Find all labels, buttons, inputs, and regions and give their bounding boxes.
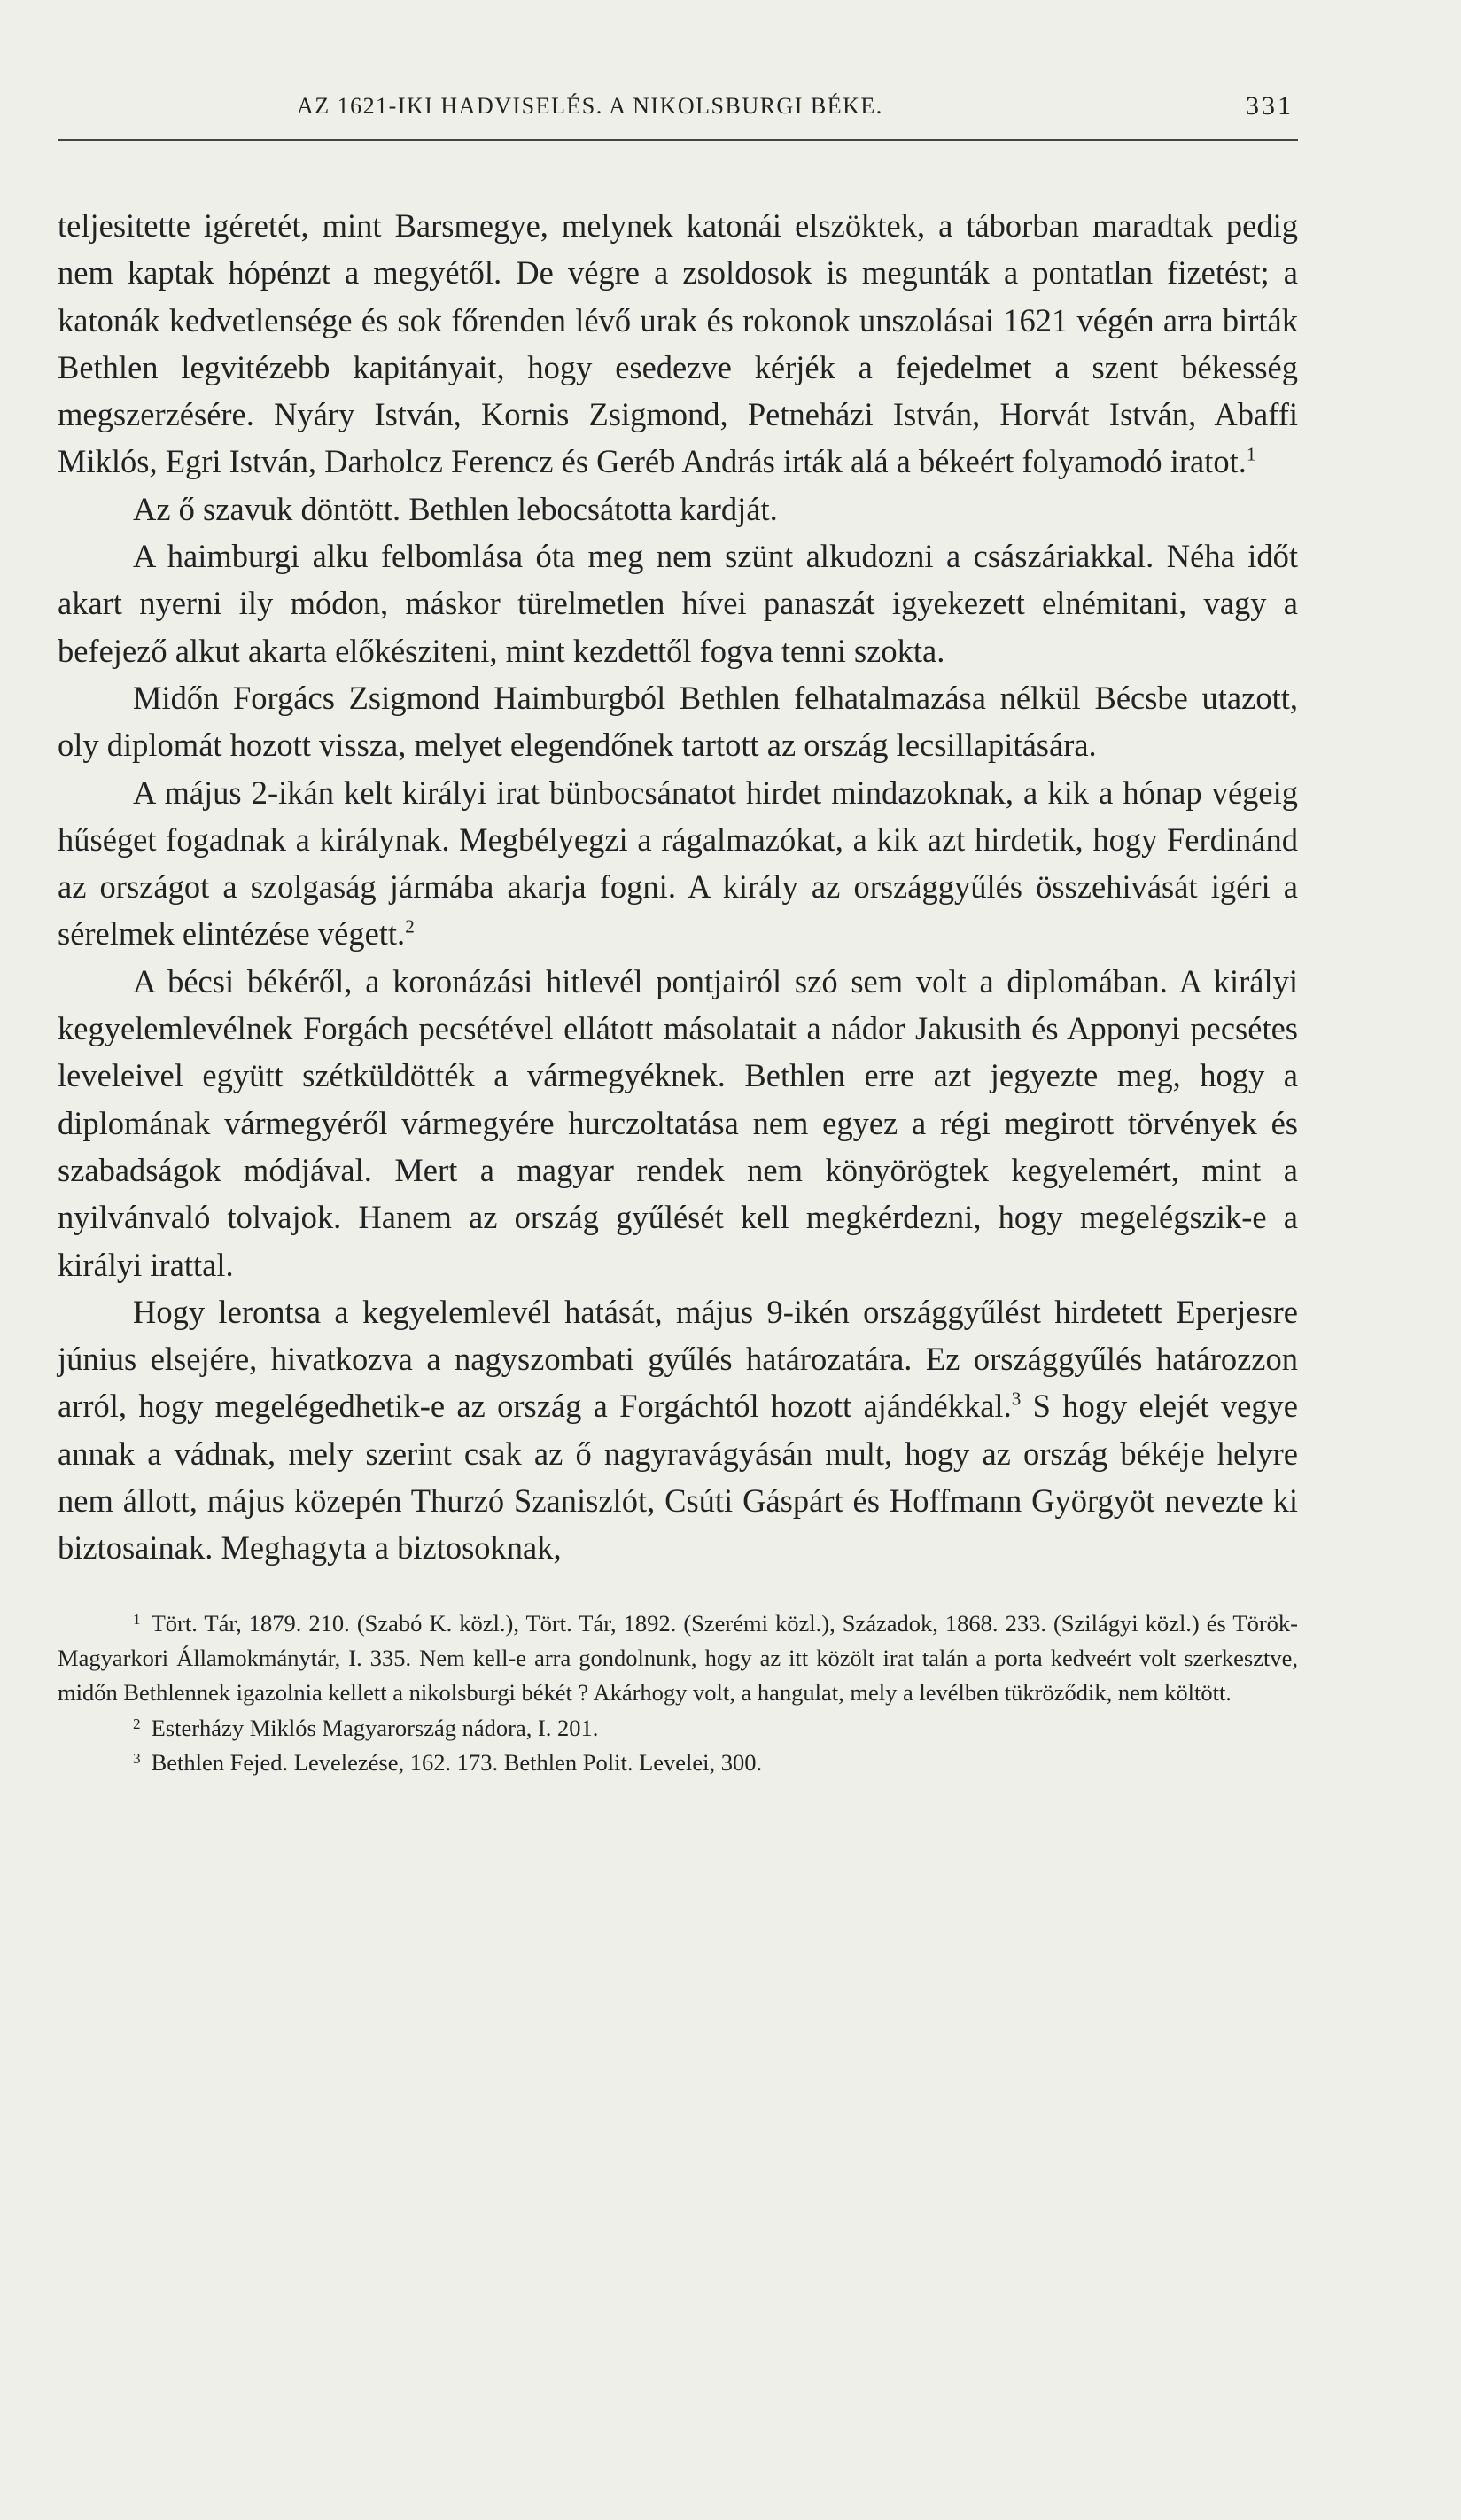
footnote-3-text: Bethlen Fejed. Levelezése, 162. 173. Bethlen Polit. Levelei, 300. (151, 1749, 763, 1777)
paragraph-2: Az ő szavuk döntött. Bethlen lebocsátotta kardját. (133, 490, 778, 527)
footnote-1-text: Tört. Tár, 1879. 210. (Szabó K. közl.), Tört. Tár, 1892. (Szerémi közl.), Századok, 1868. 233. (Szilágyi közl.) és Török-Magyarkori Államokmánytár, I. 335. Nem kell-e arra gondolnunk, hogy az itt közölt irat talán a porta kedveért volt szerkesztve, midőn Bethlennek igazolnia kellett a nikolsburgi békét ? Akárhogy volt, a hangulat, mely a levélben tükröződik, nem költött. (58, 1609, 1298, 1707)
footnote-2 (58, 1711, 1298, 1746)
footnote-3-mark: 3 (133, 1750, 141, 1768)
book-page (58, 84, 1298, 1781)
footnote-ref-2: 2 (405, 915, 415, 937)
paragraph-1-text: teljesitette igéretét, mint Barsmegye, melynek katonái elszöktek, a táborban maradtak pedig nem kaptak hópénzt a megyétől. De végre a zsoldosok is megunták a pontatlan fizetést; a katonák kedvetlensége és sok főrenden lévő urak és rokonok unszolásai 1621 végén arra birták Bethlen legvitézebb kapitányait, hogy esedezve kérjék a fejedelmet a szent békesség megszerzésére. Nyáry István, Kornis Zsigmond, Petneházi István, Horvát István, Abaffi Miklós, Egri István, Darholcz Ferencz és Geréb András irták alá a békeért folyamodó iratot. (58, 207, 1298, 480)
footnotes (58, 1606, 1298, 1781)
paragraph-7-continuation: S hogy elejét vegye annak a vádnak, mely szerint csak az ő nagyravágyásán mult, hogy az ország békéje helyre nem állott, május közepén Thurzó Szaniszlót, Csúti Gáspárt és Hoffmann Györgyöt nevezte ki biztosainak. Meghagyta a biztosoknak, (58, 1388, 1298, 1567)
footnote-1-mark: 1 (133, 1610, 141, 1628)
paragraph-6: A bécsi békéről, a koronázási hitlevél pontjairól szó sem volt a diplomában. A királyi kegyelemlevélnek Forgách pecsétével ellátott másolatait a nádor Jakusith és Apponyi pecsétes leveleivel együtt szétküldötték a vármegyéknek. Bethlen erre azt jegyezte meg, hogy a diplomának vármegyéről vármegyére hurczoltatása nem egyez a régi megirott törvények és szabadságok módjával. Mert a magyar rendek nem könyörögtek kegyelemért, mint a nyilvánvaló tolvajok. Hanem az ország gyűlését kell megkérdezni, hogy megelégszik-e a királyi irattal. (58, 962, 1298, 1283)
body-text (58, 202, 1298, 1572)
footnote-3 (58, 1746, 1298, 1780)
running-head (58, 84, 1298, 141)
paragraph-7 (58, 1288, 1298, 1572)
paragraph-7-text: Hogy lerontsa a kegyelemlevél hatását, május 9-ikén országgyűlést hirdetett Eperjesre június elsejére, hivatkozva a nagyszombati gyűlés határozatára. Ez országgyűlés határozzon arról, hogy megelégedhetik-e az ország a Forgáchtól hozott ajándékkal. (58, 1293, 1298, 1425)
page-number: 331 (1246, 91, 1294, 121)
footnote-ref-1: 1 (1246, 443, 1256, 465)
paragraph-5 (58, 769, 1298, 958)
paragraph-5-text: A május 2-ikán kelt királyi irat bünbocsánatot hirdet mindazoknak, a kik a hónap végeig hűséget fogadnak a királynak. Megbélyegzi a rágalmazókat, a kik azt hirdetik, hogy Ferdinánd az országot a szolgaság jármába akarja fogni. A király az országgyűlés összehivását igéri a sérelmek elintézése végett. (58, 774, 1298, 953)
footnote-2-text: Esterházy Miklós Magyarország nádora, I. 201. (151, 1714, 599, 1741)
running-title: AZ 1621-IKI HADVISELÉS. A NIKOLSBURGI BÉKE. (297, 93, 883, 119)
paragraph-4: Midőn Forgács Zsigmond Haimburgból Bethlen felhatalmazása nélkül Bécsbe utazott, oly diplomát hozott vissza, melyet elegendőnek tartott az ország lecsillapitására. (58, 679, 1298, 764)
footnote-2-mark: 2 (133, 1715, 141, 1733)
footnote-1 (58, 1606, 1298, 1711)
paragraph-1 (58, 202, 1298, 486)
paragraph-3: A haimburgi alku felbomlása óta meg nem szünt alkudozni a császáriakkal. Néha időt akart nyerni ily módon, máskor türelmetlen hívei panaszát igyekezett elnémitani, vagy a befejező alkut akarta előkésziteni, mint kezdettől fogva tenni szokta. (58, 538, 1298, 669)
footnote-ref-3: 3 (1011, 1388, 1022, 1410)
